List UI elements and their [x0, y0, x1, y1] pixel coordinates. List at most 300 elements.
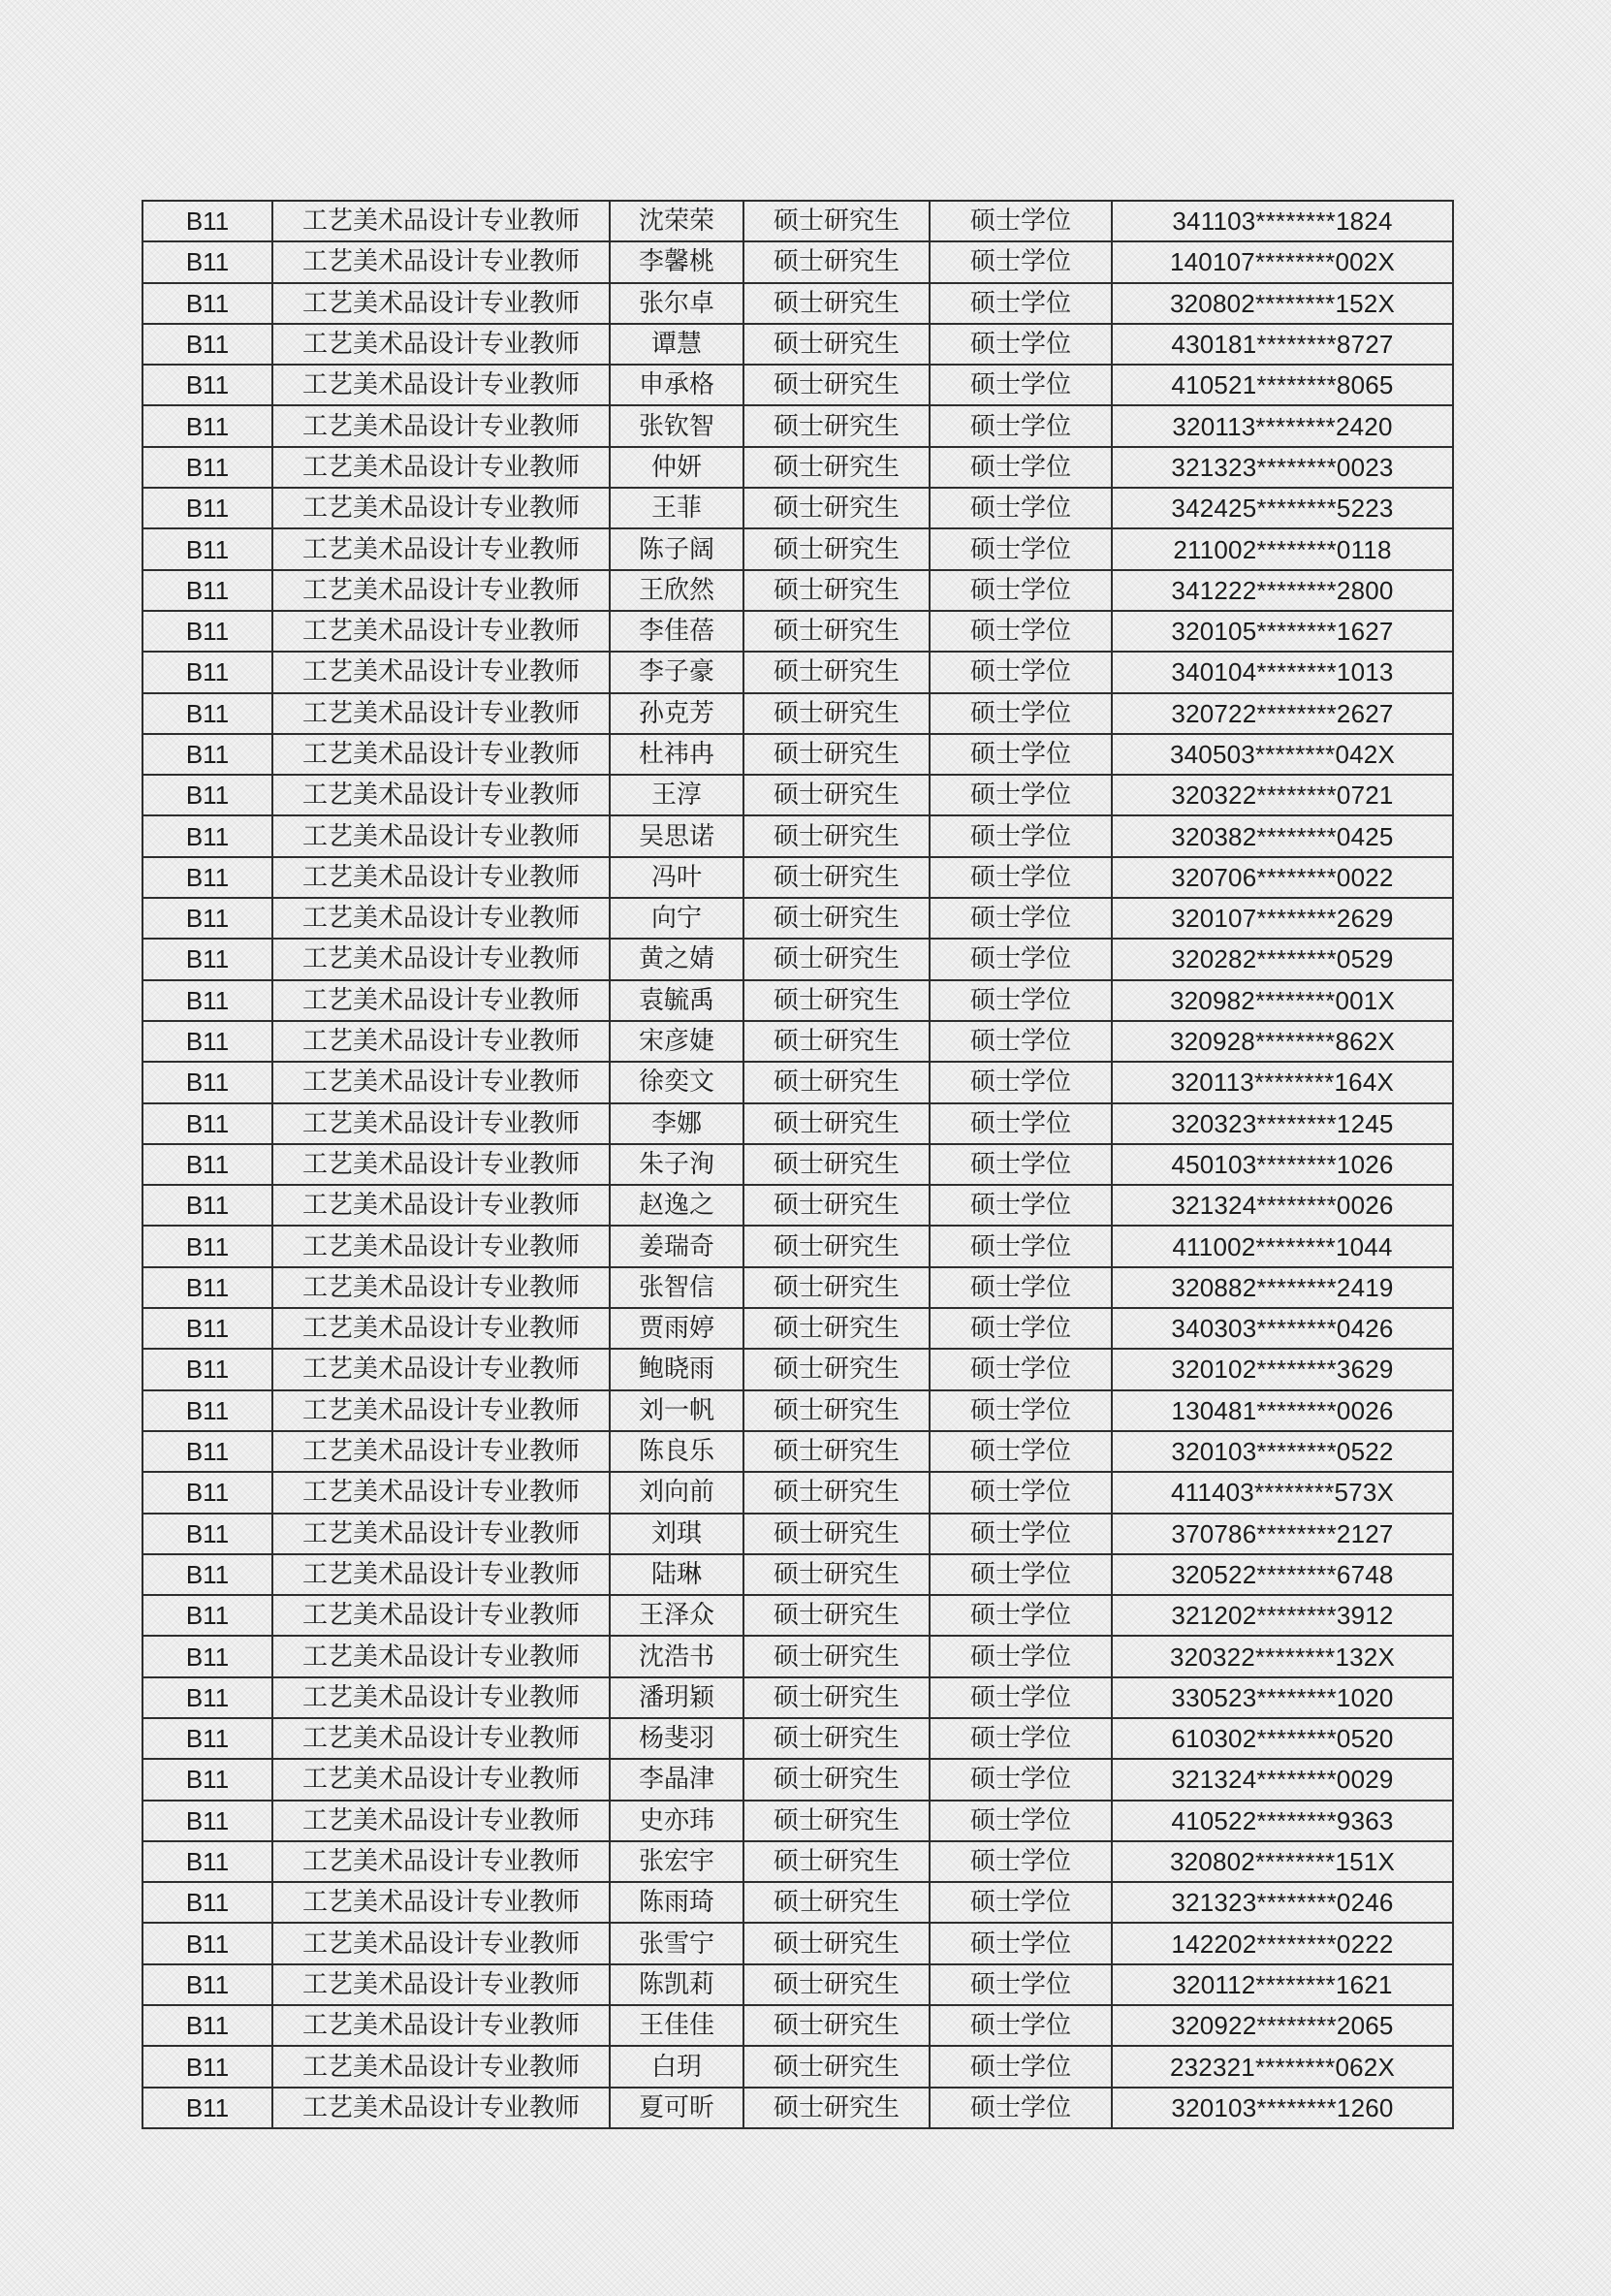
education-cell: 硕士研究生	[743, 488, 930, 528]
education-cell: 硕士研究生	[743, 1595, 930, 1636]
position-code-cell: B11	[142, 1103, 272, 1144]
degree-cell: 硕士学位	[930, 1144, 1112, 1185]
education-cell: 硕士研究生	[743, 447, 930, 488]
table-row	[142, 815, 1453, 856]
position-title-cell: 工艺美术品设计专业教师	[272, 1514, 610, 1554]
name-cell: 李佳蓓	[610, 611, 743, 652]
name-cell: 徐奕文	[610, 1062, 743, 1102]
education-cell: 硕士研究生	[743, 1021, 930, 1062]
id-number-cell: 320882********2419	[1112, 1267, 1453, 1308]
position-title-cell: 工艺美术品设计专业教师	[272, 1554, 610, 1595]
degree-cell: 硕士学位	[930, 2088, 1112, 2128]
position-code-cell: B11	[142, 1144, 272, 1185]
table-row	[142, 1677, 1453, 1718]
position-title-cell: 工艺美术品设计专业教师	[272, 570, 610, 611]
id-number-cell: 320112********1621	[1112, 1964, 1453, 2005]
position-code-cell: B11	[142, 2088, 272, 2128]
name-cell: 张智信	[610, 1267, 743, 1308]
table-row	[142, 1964, 1453, 2005]
name-cell: 王菲	[610, 488, 743, 528]
education-cell: 硕士研究生	[743, 857, 930, 898]
position-code-cell: B11	[142, 1801, 272, 1841]
id-number-cell: 321323********0023	[1112, 447, 1453, 488]
name-cell: 申承格	[610, 365, 743, 405]
education-cell: 硕士研究生	[743, 1226, 930, 1266]
table-row	[142, 2005, 1453, 2046]
id-number-cell: 320107********2629	[1112, 898, 1453, 939]
name-cell: 陈雨琦	[610, 1882, 743, 1923]
degree-cell: 硕士学位	[930, 2046, 1112, 2087]
position-title-cell: 工艺美术品设计专业教师	[272, 488, 610, 528]
position-code-cell: B11	[142, 775, 272, 815]
position-title-cell: 工艺美术品设计专业教师	[272, 528, 610, 569]
position-title-cell: 工艺美术品设计专业教师	[272, 815, 610, 856]
id-number-cell: 232321********062X	[1112, 2046, 1453, 2087]
position-code-cell: B11	[142, 1636, 272, 1676]
degree-cell: 硕士学位	[930, 815, 1112, 856]
position-code-cell: B11	[142, 652, 272, 692]
degree-cell: 硕士学位	[930, 488, 1112, 528]
name-cell: 王淳	[610, 775, 743, 815]
position-code-cell: B11	[142, 1882, 272, 1923]
name-cell: 袁毓禹	[610, 980, 743, 1021]
education-cell: 硕士研究生	[743, 1514, 930, 1554]
table-row	[142, 898, 1453, 939]
table-row	[142, 734, 1453, 775]
degree-cell: 硕士学位	[930, 1759, 1112, 1800]
degree-cell: 硕士学位	[930, 1062, 1112, 1102]
degree-cell: 硕士学位	[930, 1349, 1112, 1389]
position-title-cell: 工艺美术品设计专业教师	[272, 241, 610, 282]
education-cell: 硕士研究生	[743, 734, 930, 775]
table-row	[142, 1472, 1453, 1513]
id-number-cell: 320382********0425	[1112, 815, 1453, 856]
id-number-cell: 341103********1824	[1112, 201, 1453, 241]
position-title-cell: 工艺美术品设计专业教师	[272, 365, 610, 405]
degree-cell: 硕士学位	[930, 775, 1112, 815]
table-row	[142, 324, 1453, 365]
id-number-cell: 320323********1245	[1112, 1103, 1453, 1144]
id-number-cell: 330523********1020	[1112, 1677, 1453, 1718]
education-cell: 硕士研究生	[743, 1267, 930, 1308]
position-code-cell: B11	[142, 980, 272, 1021]
table-row	[142, 652, 1453, 692]
education-cell: 硕士研究生	[743, 939, 930, 979]
name-cell: 朱子洵	[610, 1144, 743, 1185]
education-cell: 硕士研究生	[743, 2088, 930, 2128]
degree-cell: 硕士学位	[930, 1308, 1112, 1349]
table-row	[142, 939, 1453, 979]
education-cell: 硕士研究生	[743, 283, 930, 324]
name-cell: 宋彦婕	[610, 1021, 743, 1062]
id-number-cell: 321323********0246	[1112, 1882, 1453, 1923]
degree-cell: 硕士学位	[930, 1677, 1112, 1718]
position-code-cell: B11	[142, 201, 272, 241]
table-row	[142, 1267, 1453, 1308]
table-row	[142, 2046, 1453, 2087]
name-cell: 张钦智	[610, 405, 743, 446]
position-code-cell: B11	[142, 1554, 272, 1595]
position-code-cell: B11	[142, 2005, 272, 2046]
id-number-cell: 340303********0426	[1112, 1308, 1453, 1349]
name-cell: 沈浩书	[610, 1636, 743, 1676]
education-cell: 硕士研究生	[743, 1964, 930, 2005]
name-cell: 冯叶	[610, 857, 743, 898]
education-cell: 硕士研究生	[743, 324, 930, 365]
position-code-cell: B11	[142, 1514, 272, 1554]
table-row	[142, 611, 1453, 652]
table-row	[142, 283, 1453, 324]
education-cell: 硕士研究生	[743, 1554, 930, 1595]
name-cell: 王泽众	[610, 1595, 743, 1636]
education-cell: 硕士研究生	[743, 1062, 930, 1102]
degree-cell: 硕士学位	[930, 201, 1112, 241]
degree-cell: 硕士学位	[930, 857, 1112, 898]
name-cell: 夏可昕	[610, 2088, 743, 2128]
position-title-cell: 工艺美术品设计专业教师	[272, 898, 610, 939]
position-title-cell: 工艺美术品设计专业教师	[272, 1841, 610, 1882]
position-title-cell: 工艺美术品设计专业教师	[272, 1308, 610, 1349]
degree-cell: 硕士学位	[930, 1514, 1112, 1554]
table-row	[142, 693, 1453, 734]
degree-cell: 硕士学位	[930, 1185, 1112, 1226]
name-cell: 姜瑞奇	[610, 1226, 743, 1266]
id-number-cell: 370786********2127	[1112, 1514, 1453, 1554]
degree-cell: 硕士学位	[930, 1595, 1112, 1636]
id-number-cell: 342425********5223	[1112, 488, 1453, 528]
degree-cell: 硕士学位	[930, 1882, 1112, 1923]
id-number-cell: 320282********0529	[1112, 939, 1453, 979]
name-cell: 张雪宁	[610, 1923, 743, 1963]
position-code-cell: B11	[142, 1062, 272, 1102]
name-cell: 潘玥颖	[610, 1677, 743, 1718]
education-cell: 硕士研究生	[743, 365, 930, 405]
table-row	[142, 488, 1453, 528]
education-cell: 硕士研究生	[743, 1431, 930, 1472]
table-row	[142, 365, 1453, 405]
position-title-cell: 工艺美术品设计专业教师	[272, 857, 610, 898]
table-row	[142, 405, 1453, 446]
education-cell: 硕士研究生	[743, 2046, 930, 2087]
education-cell: 硕士研究生	[743, 693, 930, 734]
name-cell: 谭慧	[610, 324, 743, 365]
table-row	[142, 201, 1453, 241]
education-cell: 硕士研究生	[743, 1677, 930, 1718]
position-title-cell: 工艺美术品设计专业教师	[272, 652, 610, 692]
position-title-cell: 工艺美术品设计专业教师	[272, 1636, 610, 1676]
table-row	[142, 1514, 1453, 1554]
education-cell: 硕士研究生	[743, 1349, 930, 1389]
name-cell: 向宁	[610, 898, 743, 939]
id-number-cell: 320928********862X	[1112, 1021, 1453, 1062]
table-row	[142, 1062, 1453, 1102]
table-row	[142, 857, 1453, 898]
degree-cell: 硕士学位	[930, 1103, 1112, 1144]
education-cell: 硕士研究生	[743, 1144, 930, 1185]
position-title-cell: 工艺美术品设计专业教师	[272, 405, 610, 446]
id-number-cell: 430181********8727	[1112, 324, 1453, 365]
position-code-cell: B11	[142, 1308, 272, 1349]
degree-cell: 硕士学位	[930, 528, 1112, 569]
education-cell: 硕士研究生	[743, 1841, 930, 1882]
table-row	[142, 1759, 1453, 1800]
position-title-cell: 工艺美术品设计专业教师	[272, 1882, 610, 1923]
table-row	[142, 1021, 1453, 1062]
education-cell: 硕士研究生	[743, 1472, 930, 1513]
position-title-cell: 工艺美术品设计专业教师	[272, 283, 610, 324]
degree-cell: 硕士学位	[930, 1554, 1112, 1595]
id-number-cell: 140107********002X	[1112, 241, 1453, 282]
position-code-cell: B11	[142, 241, 272, 282]
education-cell: 硕士研究生	[743, 241, 930, 282]
education-cell: 硕士研究生	[743, 898, 930, 939]
position-title-cell: 工艺美术品设计专业教师	[272, 1062, 610, 1102]
education-cell: 硕士研究生	[743, 1801, 930, 1841]
table-row	[142, 1431, 1453, 1472]
table-row	[142, 980, 1453, 1021]
id-number-cell: 320105********1627	[1112, 611, 1453, 652]
name-cell: 黄之婧	[610, 939, 743, 979]
id-number-cell: 340503********042X	[1112, 734, 1453, 775]
name-cell: 沈荣荣	[610, 201, 743, 241]
table-row	[142, 1308, 1453, 1349]
position-title-cell: 工艺美术品设计专业教师	[272, 1390, 610, 1431]
id-number-cell: 411403********573X	[1112, 1472, 1453, 1513]
education-cell: 硕士研究生	[743, 1923, 930, 1963]
degree-cell: 硕士学位	[930, 1841, 1112, 1882]
id-number-cell: 411002********1044	[1112, 1226, 1453, 1266]
name-cell: 吴思诺	[610, 815, 743, 856]
degree-cell: 硕士学位	[930, 1431, 1112, 1472]
table-row	[142, 1882, 1453, 1923]
id-number-cell: 320802********152X	[1112, 283, 1453, 324]
position-title-cell: 工艺美术品设计专业教师	[272, 2046, 610, 2087]
position-title-cell: 工艺美术品设计专业教师	[272, 324, 610, 365]
table-row	[142, 1801, 1453, 1841]
education-cell: 硕士研究生	[743, 652, 930, 692]
table-row	[142, 241, 1453, 282]
position-title-cell: 工艺美术品设计专业教师	[272, 693, 610, 734]
education-cell: 硕士研究生	[743, 1718, 930, 1759]
education-cell: 硕士研究生	[743, 2005, 930, 2046]
degree-cell: 硕士学位	[930, 1718, 1112, 1759]
degree-cell: 硕士学位	[930, 1390, 1112, 1431]
id-number-cell: 320706********0022	[1112, 857, 1453, 898]
id-number-cell: 130481********0026	[1112, 1390, 1453, 1431]
education-cell: 硕士研究生	[743, 528, 930, 569]
position-code-cell: B11	[142, 528, 272, 569]
position-code-cell: B11	[142, 1677, 272, 1718]
name-cell: 李馨桃	[610, 241, 743, 282]
id-number-cell: 320522********6748	[1112, 1554, 1453, 1595]
id-number-cell: 410521********8065	[1112, 365, 1453, 405]
position-code-cell: B11	[142, 488, 272, 528]
position-code-cell: B11	[142, 324, 272, 365]
position-code-cell: B11	[142, 405, 272, 446]
degree-cell: 硕士学位	[930, 241, 1112, 282]
position-code-cell: B11	[142, 1431, 272, 1472]
education-cell: 硕士研究生	[743, 1882, 930, 1923]
name-cell: 史亦玮	[610, 1801, 743, 1841]
position-title-cell: 工艺美术品设计专业教师	[272, 1759, 610, 1800]
education-cell: 硕士研究生	[743, 1308, 930, 1349]
id-number-cell: 321324********0026	[1112, 1185, 1453, 1226]
position-title-cell: 工艺美术品设计专业教师	[272, 1964, 610, 2005]
education-cell: 硕士研究生	[743, 611, 930, 652]
name-cell: 贾雨婷	[610, 1308, 743, 1349]
name-cell: 赵逸之	[610, 1185, 743, 1226]
table-row	[142, 447, 1453, 488]
table-row	[142, 775, 1453, 815]
position-code-cell: B11	[142, 1267, 272, 1308]
education-cell: 硕士研究生	[743, 201, 930, 241]
degree-cell: 硕士学位	[930, 1801, 1112, 1841]
degree-cell: 硕士学位	[930, 324, 1112, 365]
id-number-cell: 321324********0029	[1112, 1759, 1453, 1800]
name-cell: 仲妍	[610, 447, 743, 488]
position-title-cell: 工艺美术品设计专业教师	[272, 447, 610, 488]
position-title-cell: 工艺美术品设计专业教师	[272, 980, 610, 1021]
degree-cell: 硕士学位	[930, 1964, 1112, 2005]
education-cell: 硕士研究生	[743, 1390, 930, 1431]
position-title-cell: 工艺美术品设计专业教师	[272, 201, 610, 241]
education-cell: 硕士研究生	[743, 980, 930, 1021]
name-cell: 鲍晓雨	[610, 1349, 743, 1389]
degree-cell: 硕士学位	[930, 1267, 1112, 1308]
position-title-cell: 工艺美术品设计专业教师	[272, 611, 610, 652]
name-cell: 刘向前	[610, 1472, 743, 1513]
degree-cell: 硕士学位	[930, 939, 1112, 979]
education-cell: 硕士研究生	[743, 405, 930, 446]
degree-cell: 硕士学位	[930, 1923, 1112, 1963]
position-code-cell: B11	[142, 1349, 272, 1389]
position-code-cell: B11	[142, 447, 272, 488]
position-code-cell: B11	[142, 1595, 272, 1636]
degree-cell: 硕士学位	[930, 898, 1112, 939]
degree-cell: 硕士学位	[930, 693, 1112, 734]
position-code-cell: B11	[142, 1718, 272, 1759]
education-cell: 硕士研究生	[743, 1636, 930, 1676]
degree-cell: 硕士学位	[930, 611, 1112, 652]
name-cell: 杨斐羽	[610, 1718, 743, 1759]
id-number-cell: 320102********3629	[1112, 1349, 1453, 1389]
position-code-cell: B11	[142, 939, 272, 979]
id-number-cell: 211002********0118	[1112, 528, 1453, 569]
position-title-cell: 工艺美术品设计专业教师	[272, 1267, 610, 1308]
id-number-cell: 340104********1013	[1112, 652, 1453, 692]
degree-cell: 硕士学位	[930, 1226, 1112, 1266]
position-title-cell: 工艺美术品设计专业教师	[272, 2005, 610, 2046]
position-title-cell: 工艺美术品设计专业教师	[272, 1677, 610, 1718]
name-cell: 白玥	[610, 2046, 743, 2087]
name-cell: 孙克芳	[610, 693, 743, 734]
table-row	[142, 1841, 1453, 1882]
position-title-cell: 工艺美术品设计专业教师	[272, 734, 610, 775]
id-number-cell: 610302********0520	[1112, 1718, 1453, 1759]
position-code-cell: B11	[142, 734, 272, 775]
degree-cell: 硕士学位	[930, 365, 1112, 405]
name-cell: 张尔卓	[610, 283, 743, 324]
degree-cell: 硕士学位	[930, 447, 1112, 488]
position-code-cell: B11	[142, 611, 272, 652]
position-title-cell: 工艺美术品设计专业教师	[272, 1595, 610, 1636]
id-number-cell: 341222********2800	[1112, 570, 1453, 611]
degree-cell: 硕士学位	[930, 652, 1112, 692]
position-title-cell: 工艺美术品设计专业教师	[272, 1472, 610, 1513]
name-cell: 张宏宇	[610, 1841, 743, 1882]
id-number-cell: 320322********0721	[1112, 775, 1453, 815]
position-title-cell: 工艺美术品设计专业教师	[272, 2088, 610, 2128]
name-cell: 刘一帆	[610, 1390, 743, 1431]
position-title-cell: 工艺美术品设计专业教师	[272, 1923, 610, 1963]
position-code-cell: B11	[142, 1390, 272, 1431]
id-number-cell: 142202********0222	[1112, 1923, 1453, 1963]
table-row	[142, 1349, 1453, 1389]
position-title-cell: 工艺美术品设计专业教师	[272, 1226, 610, 1266]
name-cell: 陈良乐	[610, 1431, 743, 1472]
name-cell: 陈子阔	[610, 528, 743, 569]
education-cell: 硕士研究生	[743, 775, 930, 815]
id-number-cell: 320922********2065	[1112, 2005, 1453, 2046]
table-row	[142, 1103, 1453, 1144]
position-code-cell: B11	[142, 693, 272, 734]
name-cell: 杜祎冉	[610, 734, 743, 775]
position-title-cell: 工艺美术品设计专业教师	[272, 1103, 610, 1144]
id-number-cell: 320802********151X	[1112, 1841, 1453, 1882]
position-code-cell: B11	[142, 2046, 272, 2087]
position-code-cell: B11	[142, 570, 272, 611]
degree-cell: 硕士学位	[930, 1472, 1112, 1513]
id-number-cell: 320322********132X	[1112, 1636, 1453, 1676]
degree-cell: 硕士学位	[930, 405, 1112, 446]
name-cell: 李晶津	[610, 1759, 743, 1800]
id-number-cell: 410522********9363	[1112, 1801, 1453, 1841]
id-number-cell: 320722********2627	[1112, 693, 1453, 734]
table-row	[142, 1595, 1453, 1636]
table-row	[142, 1390, 1453, 1431]
position-code-cell: B11	[142, 898, 272, 939]
position-code-cell: B11	[142, 365, 272, 405]
position-title-cell: 工艺美术品设计专业教师	[272, 1349, 610, 1389]
position-title-cell: 工艺美术品设计专业教师	[272, 939, 610, 979]
position-title-cell: 工艺美术品设计专业教师	[272, 1801, 610, 1841]
table-row	[142, 1185, 1453, 1226]
roster-table	[142, 200, 1454, 2129]
degree-cell: 硕士学位	[930, 734, 1112, 775]
position-title-cell: 工艺美术品设计专业教师	[272, 1185, 610, 1226]
position-code-cell: B11	[142, 1841, 272, 1882]
name-cell: 王欣然	[610, 570, 743, 611]
position-code-cell: B11	[142, 1185, 272, 1226]
position-title-cell: 工艺美术品设计专业教师	[272, 1431, 610, 1472]
position-title-cell: 工艺美术品设计专业教师	[272, 1021, 610, 1062]
table-row	[142, 1144, 1453, 1185]
id-number-cell: 320103********0522	[1112, 1431, 1453, 1472]
name-cell: 李子豪	[610, 652, 743, 692]
position-title-cell: 工艺美术品设计专业教师	[272, 1718, 610, 1759]
position-code-cell: B11	[142, 1923, 272, 1963]
id-number-cell: 321202********3912	[1112, 1595, 1453, 1636]
education-cell: 硕士研究生	[743, 1185, 930, 1226]
table-row	[142, 1554, 1453, 1595]
position-code-cell: B11	[142, 283, 272, 324]
name-cell: 李娜	[610, 1103, 743, 1144]
id-number-cell: 320103********1260	[1112, 2088, 1453, 2128]
name-cell: 王佳佳	[610, 2005, 743, 2046]
position-code-cell: B11	[142, 815, 272, 856]
roster-body	[142, 201, 1453, 2128]
degree-cell: 硕士学位	[930, 570, 1112, 611]
